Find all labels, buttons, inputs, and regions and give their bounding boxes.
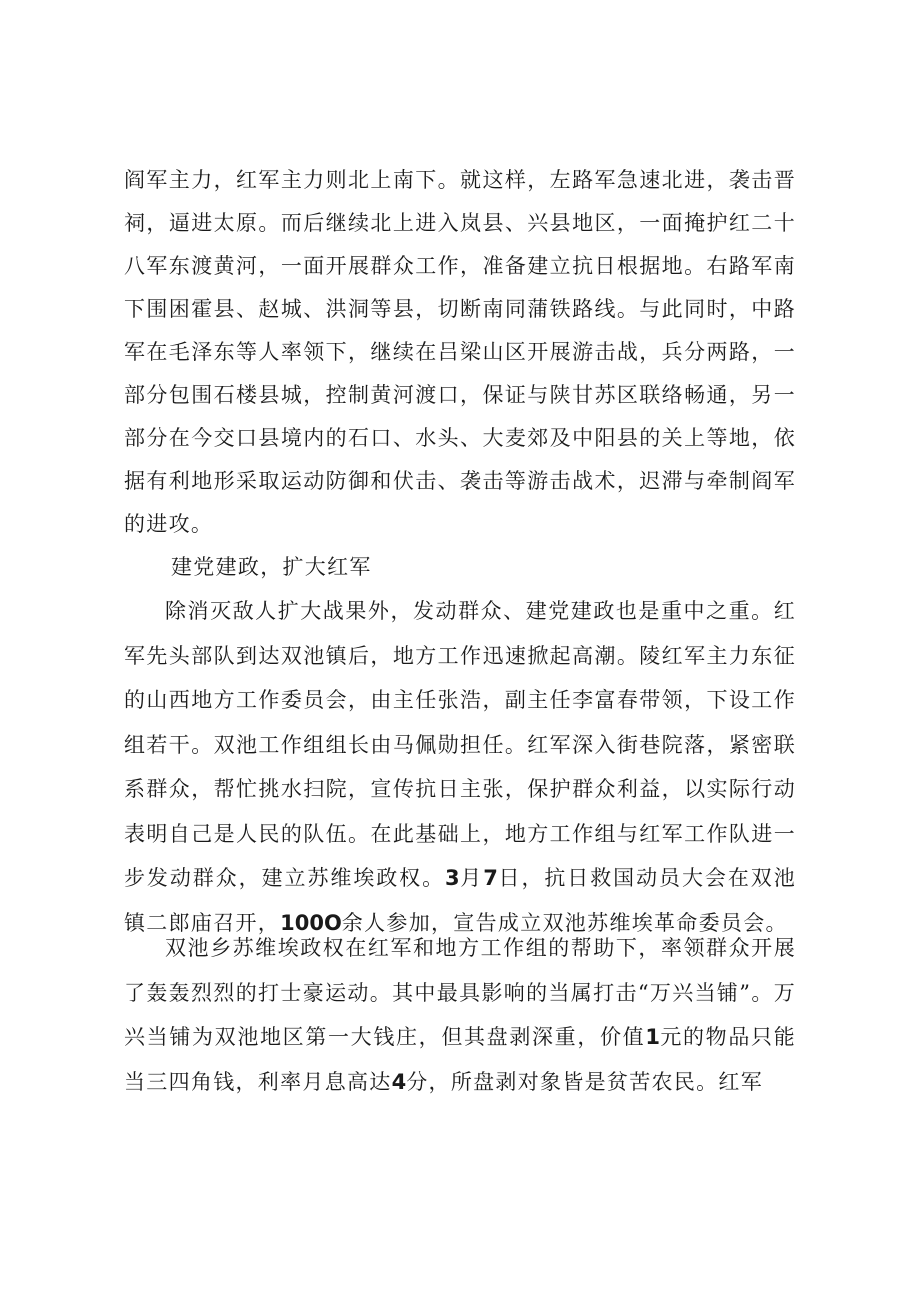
paragraph-text: 元的物品只能当三四角钱，利率月息高达	[124, 1025, 796, 1094]
body-paragraph	[124, 589, 796, 945]
date-day-number: 7	[483, 866, 498, 890]
paragraph-text: 日，抗日救国动员大会在双池镇二郎庙召开，	[124, 866, 796, 935]
body-paragraph	[124, 926, 796, 1104]
paragraph-text: 分，所盘剥对象皆是贫苦农民。红军	[406, 1069, 764, 1094]
section-heading: 建党建政，扩大红军	[171, 555, 372, 579]
paragraph-text: 双池乡苏维埃政权在红军和地方工作组的帮助下，率领群众开展了轰轰烈烈的打士豪运动。其中最具影响的当属打击“万兴当铺”。万兴当铺为双池地区第一大钱庄，但其盘剥深重，价值	[124, 936, 796, 1049]
date-month-number: 3	[445, 866, 460, 890]
body-paragraph: 阎军主力，红军主力则北上南下。就这样，左路军急速北进，袭击晋祠，逼进太原。而后继续北上进入岚县、兴县地区，一面掩护红二十八军东渡黄河，一面开展群众工作，准备建立抗日根据地。右路军南下围困霍县、赵城、洪洞等县，切断南同蒲铁路线。与此同时，中路军在毛泽东等人率领下，继续在吕梁山区开展游击战，兵分两路，一部分包围石楼县城，控制黄河渡口，保证与陕甘苏区联络畅通，另一部分在今交口县境内的石口、水头、大麦郊及中阳县的关上等地，依据有利地形采取运动防御和伏击、袭击等游击战术，迟滞与牵制阎军的进攻。	[124, 168, 796, 536]
paragraph-text: 月	[459, 866, 484, 890]
paragraph-text: 余人参加，宣告成立双池苏维埃革命委员会。	[341, 910, 788, 935]
attendance-number: 100O	[280, 910, 342, 935]
interest-number: 4	[391, 1069, 407, 1094]
paragraph-text: 除消灭敌人扩大战果外，发动群众、建党建政也是重中之重。红军先头部队到达双池镇后，地方工作迅速掀起高潮。陵红军主力东征的山西地方工作委员会，由主任张浩，副主任李富春带领，下设工作组若干。双池工作组组长由马佩勋担任。红军深入街巷院落，紧密联系群众，帮忙挑水扫院，宣传抗日主张，保护群众利益，以实际行动表明自己是人民的队伍。在此基础上，地方工作组与红军工作队进一步发动群众，建立苏维埃政权。	[124, 599, 796, 890]
value-number: 1	[645, 1025, 660, 1049]
